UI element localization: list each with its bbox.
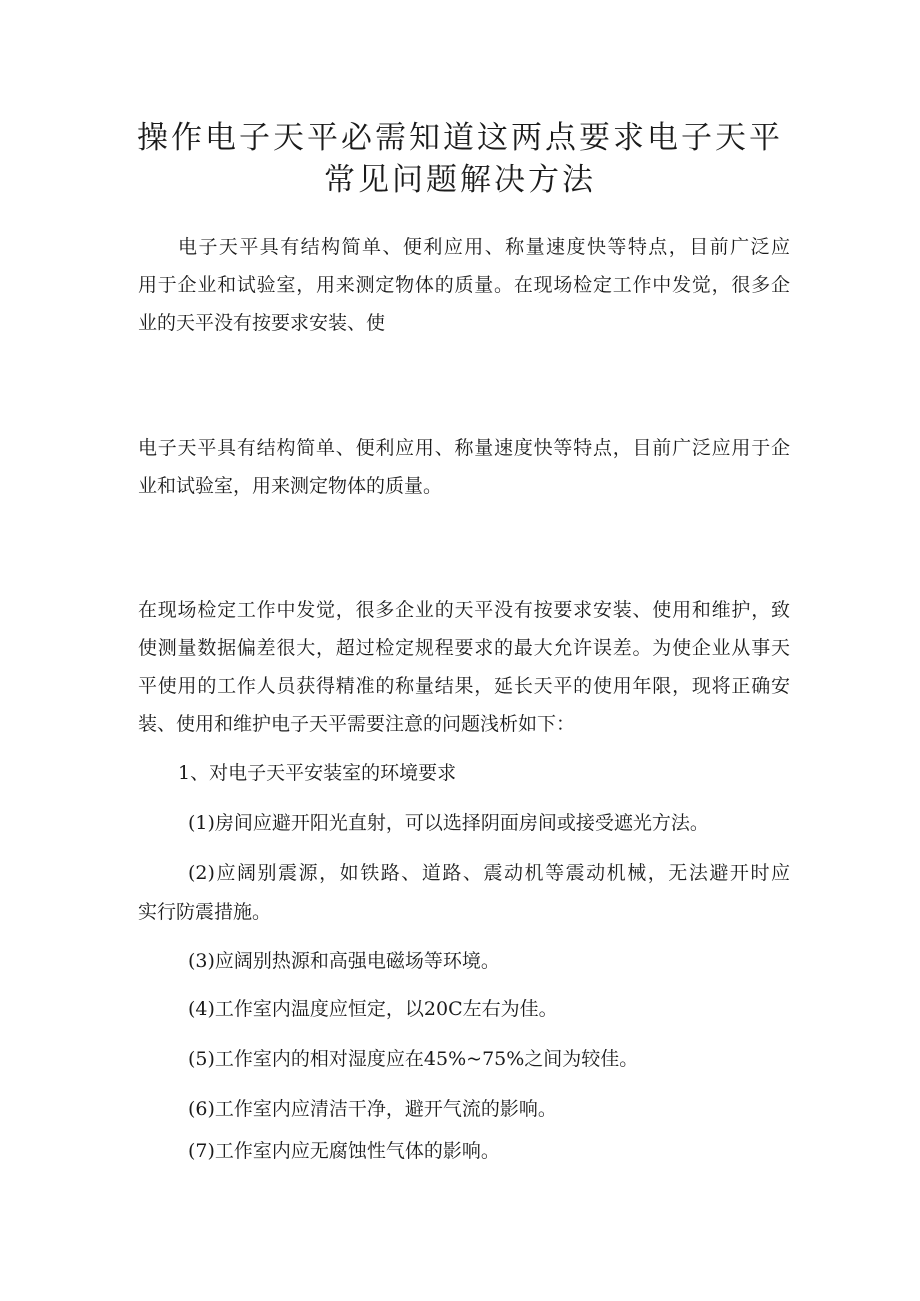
para3-line-3: 平使用的工作人员获得精准的称量结果，延长天平的使用年限，现将正确安: [138, 675, 790, 697]
para2-line-2: 业和试验室，用来测定物体的质量。: [138, 475, 443, 497]
para3-line-2: 使测量数据偏差很大，超过检定规程要求的最大允许误差。为使企业从事天: [138, 637, 790, 659]
para3-line-1: 在现场检定工作中发觉，很多企业的天平没有按要求安装、使用和维护，致: [138, 599, 790, 621]
para3-line-4: 装、使用和维护电子天平需要注意的问题浅析如下：: [138, 713, 576, 735]
section1-item-5: (5)工作室内的相对湿度应在45%~75%之间为较佳。: [188, 1048, 639, 1070]
section1-item-1: (1)房间应避开阳光直射，可以选择阴面房间或接受遮光方法。: [188, 812, 709, 834]
intro-line-1: 电子天平具有结构简单、便利应用、称量速度快等特点，目前广泛应: [178, 236, 790, 258]
section1-item-3: (3)应阔别热源和高强电磁场等环境。: [188, 950, 500, 972]
section1-heading: 1、对电子天平安装室的环境要求: [178, 762, 457, 784]
section1-item-6: (6)工作室内应清洁干净，避开气流的影响。: [188, 1098, 557, 1120]
para2-line-1: 电子天平具有结构简单、便利应用、称量速度快等特点，目前广泛应用于企: [138, 437, 790, 459]
section1-item-2-cont: 实行防震措施。: [138, 901, 272, 923]
section1-item-2: (2)应阔别震源，如铁路、道路、震动机等震动机械，无法避开时应: [188, 862, 790, 884]
intro-line-3: 业的天平没有按要求安装、使: [138, 312, 386, 334]
intro-line-2: 用于企业和试验室，用来测定物体的质量。在现场检定工作中发觉，很多企: [138, 274, 790, 296]
section1-item-7: (7)工作室内应无腐蚀性气体的影响。: [188, 1140, 500, 1162]
document-title-line-2: 常见问题解决方法: [324, 162, 596, 198]
section1-item-4: (4)工作室内温度应恒定，以20C左右为佳。: [188, 998, 558, 1020]
document-title-line-1: 操作电子天平必需知道这两点要求电子天平: [137, 120, 783, 156]
